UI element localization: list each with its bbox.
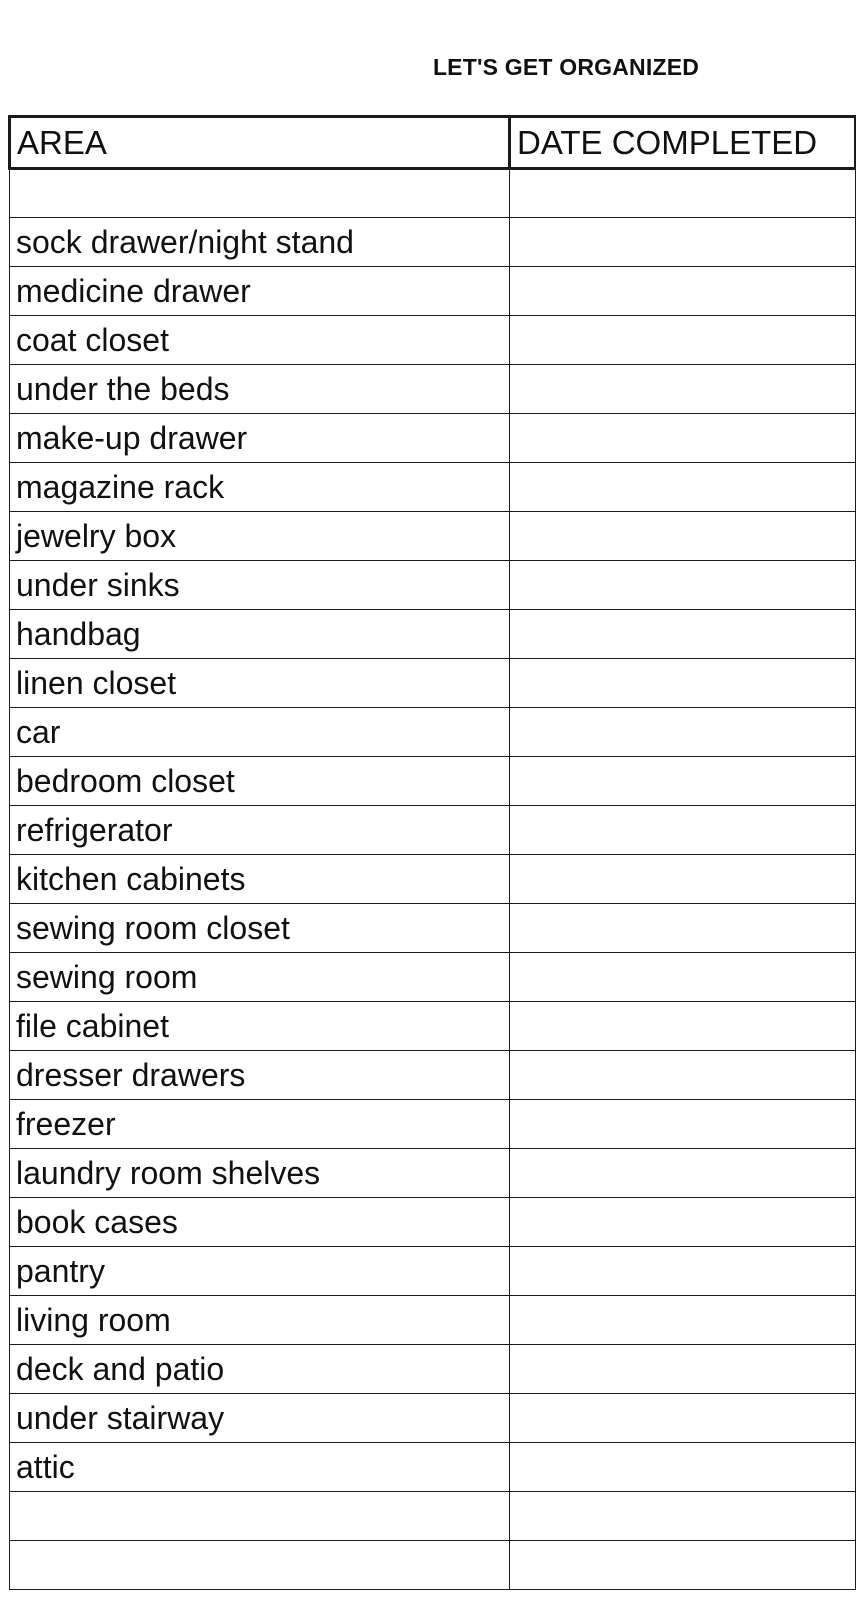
table-row bbox=[10, 1541, 856, 1590]
date-completed-cell[interactable] bbox=[510, 1443, 856, 1492]
area-cell: under the beds bbox=[10, 365, 510, 414]
table-row bbox=[10, 512, 856, 561]
date-completed-cell[interactable] bbox=[510, 1002, 856, 1051]
area-cell: living room bbox=[10, 1296, 510, 1345]
checklist-body bbox=[10, 169, 856, 1590]
table-row bbox=[10, 1394, 856, 1443]
date-completed-cell[interactable] bbox=[510, 1100, 856, 1149]
area-cell: car bbox=[10, 708, 510, 757]
date-completed-cell[interactable] bbox=[510, 169, 856, 218]
table-row bbox=[10, 365, 856, 414]
area-cell: under stairway bbox=[10, 1394, 510, 1443]
table-row bbox=[10, 659, 856, 708]
area-cell: kitchen cabinets bbox=[10, 855, 510, 904]
date-completed-cell[interactable] bbox=[510, 218, 856, 267]
date-completed-cell[interactable] bbox=[510, 904, 856, 953]
table-row bbox=[10, 904, 856, 953]
date-completed-cell[interactable] bbox=[510, 1492, 856, 1541]
date-completed-cell[interactable] bbox=[510, 414, 856, 463]
table-row bbox=[10, 1100, 856, 1149]
date-completed-cell[interactable] bbox=[510, 806, 856, 855]
date-completed-cell[interactable] bbox=[510, 953, 856, 1002]
table-row bbox=[10, 610, 856, 659]
area-cell: magazine rack bbox=[10, 463, 510, 512]
date-completed-cell[interactable] bbox=[510, 1051, 856, 1100]
table-row bbox=[10, 463, 856, 512]
table-row bbox=[10, 316, 856, 365]
area-cell bbox=[10, 1492, 510, 1541]
area-cell: file cabinet bbox=[10, 1002, 510, 1051]
area-cell: coat closet bbox=[10, 316, 510, 365]
date-completed-cell[interactable] bbox=[510, 757, 856, 806]
date-completed-column-header: DATE COMPLETED bbox=[510, 117, 856, 169]
area-column-header: AREA bbox=[10, 117, 510, 169]
area-cell: refrigerator bbox=[10, 806, 510, 855]
organizing-checklist-table bbox=[8, 115, 856, 1590]
area-cell: under sinks bbox=[10, 561, 510, 610]
table-row bbox=[10, 561, 856, 610]
table-row bbox=[10, 414, 856, 463]
table-row bbox=[10, 1051, 856, 1100]
area-cell: freezer bbox=[10, 1100, 510, 1149]
table-row bbox=[10, 757, 856, 806]
date-completed-cell[interactable] bbox=[510, 267, 856, 316]
area-cell: laundry room shelves bbox=[10, 1149, 510, 1198]
date-completed-cell[interactable] bbox=[510, 1149, 856, 1198]
table-row bbox=[10, 1345, 856, 1394]
date-completed-cell[interactable] bbox=[510, 1198, 856, 1247]
table-header-row bbox=[10, 117, 856, 169]
area-cell: linen closet bbox=[10, 659, 510, 708]
area-cell: make-up drawer bbox=[10, 414, 510, 463]
date-completed-cell[interactable] bbox=[510, 561, 856, 610]
table-row bbox=[10, 1492, 856, 1541]
date-completed-cell[interactable] bbox=[510, 708, 856, 757]
area-cell: deck and patio bbox=[10, 1345, 510, 1394]
area-cell: sewing room bbox=[10, 953, 510, 1002]
area-cell: bedroom closet bbox=[10, 757, 510, 806]
table-row bbox=[10, 1198, 856, 1247]
area-cell: sock drawer/night stand bbox=[10, 218, 510, 267]
date-completed-cell[interactable] bbox=[510, 316, 856, 365]
date-completed-cell[interactable] bbox=[510, 1296, 856, 1345]
table-row bbox=[10, 708, 856, 757]
date-completed-cell[interactable] bbox=[510, 1345, 856, 1394]
date-completed-cell[interactable] bbox=[510, 1394, 856, 1443]
table-row bbox=[10, 1296, 856, 1345]
date-completed-cell[interactable] bbox=[510, 365, 856, 414]
table-row bbox=[10, 806, 856, 855]
date-completed-cell[interactable] bbox=[510, 463, 856, 512]
area-cell: attic bbox=[10, 1443, 510, 1492]
area-cell: pantry bbox=[10, 1247, 510, 1296]
area-cell: sewing room closet bbox=[10, 904, 510, 953]
date-completed-cell[interactable] bbox=[510, 610, 856, 659]
date-completed-cell[interactable] bbox=[510, 659, 856, 708]
area-cell: book cases bbox=[10, 1198, 510, 1247]
area-cell: handbag bbox=[10, 610, 510, 659]
date-completed-cell[interactable] bbox=[510, 1247, 856, 1296]
table-row bbox=[10, 1443, 856, 1492]
area-cell: jewelry box bbox=[10, 512, 510, 561]
table-row bbox=[10, 1149, 856, 1198]
date-completed-cell[interactable] bbox=[510, 855, 856, 904]
date-completed-cell[interactable] bbox=[510, 512, 856, 561]
area-cell: medicine drawer bbox=[10, 267, 510, 316]
area-cell bbox=[10, 169, 510, 218]
table-row bbox=[10, 1002, 856, 1051]
table-row bbox=[10, 267, 856, 316]
area-cell bbox=[10, 1541, 510, 1590]
table-row bbox=[10, 1247, 856, 1296]
table-row bbox=[10, 218, 856, 267]
date-completed-cell[interactable] bbox=[510, 1541, 856, 1590]
table-row bbox=[10, 169, 856, 218]
table-row bbox=[10, 953, 856, 1002]
area-cell: dresser drawers bbox=[10, 1051, 510, 1100]
table-row bbox=[10, 855, 856, 904]
page-title: LET'S GET ORGANIZED bbox=[432, 54, 700, 80]
